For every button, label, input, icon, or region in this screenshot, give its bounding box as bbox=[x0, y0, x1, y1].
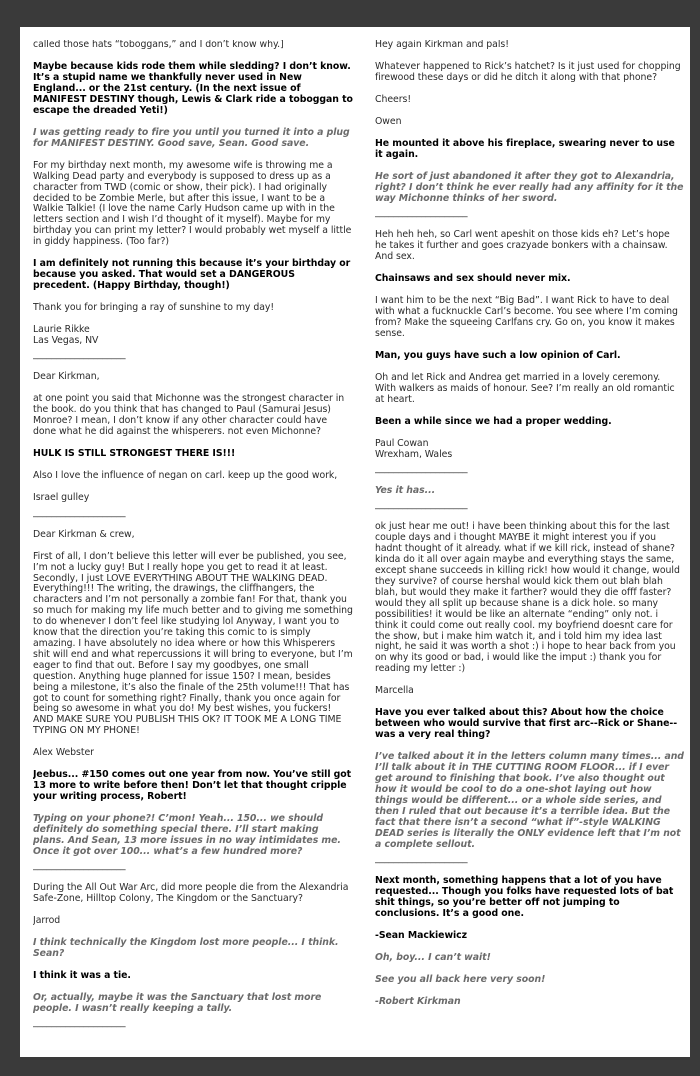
signature-line: Wrexham, Wales bbox=[375, 449, 453, 461]
editor-reply-kirkman: Oh, boy... I can’t wait! bbox=[375, 951, 491, 963]
editor-reply-kirkman: See you all back here very soon! bbox=[375, 973, 546, 985]
letters-page bbox=[20, 27, 690, 1057]
editor-reply-sean: -Sean Mackiewicz bbox=[375, 929, 468, 941]
letter-text: Also I love the influence of negan on carl. keep up the good work, bbox=[33, 470, 338, 482]
letter-text: Whatever happened to Rick’s hatchet? Is it just used for chopping firewood these days or did he ditch it along with that phone? bbox=[375, 61, 681, 83]
letter-text: Dear Kirkman & crew, bbox=[33, 528, 135, 540]
left-column bbox=[33, 40, 353, 1057]
letter-text: For my birthday next month, my awesome wife is throwing me a Walking Dead party and everybody is supposed to dress up as a character from TWD (comic or show, their pick). I had originally decided to be Zombie Merle, but after this issue, I want to be a Walkie Talkie! (I love the name Carly Hudson came up with in the letters section and I wish I’d thought of it myself). Maybe for my birthday you can print my letter? I would probably wet myself a little in giddy happiness. (Too far?) bbox=[33, 159, 352, 248]
letter-text: Alex Webster bbox=[33, 747, 94, 759]
editor-reply-sean: Man, you guys have such a low opinion of Carl. bbox=[375, 350, 621, 362]
letter-text: Owen bbox=[375, 116, 402, 128]
editor-reply-sean: Been a while since we had a proper wedding. bbox=[375, 416, 612, 428]
editor-reply-kirkman: -Robert Kirkman bbox=[375, 995, 461, 1007]
editor-reply-sean: Have you ever talked about this? About how the choice between who would survive that first arc--Rick or Shane--was a very real thing? bbox=[375, 707, 678, 741]
editor-reply-kirkman: Typing on your phone?! C’mon! Yeah... 150... we should definitely do something special there. I’ll start making plans. And Sean, 13 more issues in no way intimidates me. Once it got over 100... what’s a few hundred more? bbox=[33, 813, 341, 858]
separator-rule: ____________________ bbox=[33, 349, 126, 361]
editor-reply-kirkman: Or, actually, maybe it was the Sanctuary that lost more people. I wasn’t really keeping a tally. bbox=[33, 992, 322, 1015]
separator-rule: ____________________ bbox=[375, 463, 468, 475]
letter-text: Jarrod bbox=[33, 915, 61, 927]
letter-text: Hey again Kirkman and pals! bbox=[375, 40, 509, 50]
editor-reply-sean: He mounted it above his fireplace, swearing never to use it again. bbox=[375, 138, 675, 161]
editor-reply-kirkman: I think technically the Kingdom lost more people... I think. Sean? bbox=[33, 937, 339, 960]
editor-reply-sean: Chainsaws and sex should never mix. bbox=[375, 273, 571, 285]
letter-text: Thank you for bringing a ray of sunshine to my day! bbox=[33, 302, 275, 314]
right-column bbox=[375, 40, 684, 1057]
separator-rule: ____________________ bbox=[33, 860, 126, 872]
editor-reply-kirkman: I’ve talked about it in the letters column many times... and I’ll talk about it in THE CUTTING ROOM FLOOR... if I ever get around to finishing that book. I’ve also thought out how it would be cool to do a one-shot laying out how things would be different... or a whole side series, and then I ruled that out because it’s a terrible idea. But the fact that there isn’t a second “what if”-style WALKING DEAD series is literally the ONLY evidence left that I’m not a complete sellout. bbox=[375, 751, 684, 850]
letter-text: Marcella bbox=[375, 685, 414, 697]
separator-rule: ____________________ bbox=[375, 207, 468, 219]
signature-line: Laurie Rikke bbox=[33, 324, 90, 336]
separator-rule: ____________________ bbox=[375, 499, 468, 511]
letter-text: Oh and let Rick and Andrea get married in a lovely ceremony. With walkers as maids of honour. See? I’m really an old romantic at heart. bbox=[375, 372, 675, 405]
separator-rule: ____________________ bbox=[33, 1017, 126, 1029]
signature-line: Israel gulley bbox=[33, 492, 90, 504]
letter-text: Cheers! bbox=[375, 94, 412, 106]
editor-reply-kirkman: I was getting ready to fire you until you turned it into a plug for MANIFEST DESTINY. Good save, Sean. Good save. bbox=[33, 126, 350, 149]
separator-rule: ____________________ bbox=[33, 506, 126, 518]
letter-text: First of all, I don’t believe this letter will ever be published, you see, I’m not a lucky guy! But I really hope you get to read it at least. Secondly, I just LOVE EVERYTHING ABOUT THE WALKING DEAD. Everything!!! The writing, the drawings, the cliffhangers, the characters and I’m not personally a zombie fan! For that, thank you so much for making my life much better and to giving me something to do whenever I don’t feel like studying lol Anyway, I want you to know that the direction you’re taking this comic to is simply amazing. I have absolutely no idea where or how this Whisperers shit will end and what repercussions it will bring to everyone, but I’m eager to find that out. Before I say my goodbyes, one small question. Anything huge planned for issue 150? I mean, besides being a milestone, it’s also the finale of the 25th volume!!! That has got to count for something right? Finally, thank you once again for being so awesome in what you do! My best wishes, you fuckers! AND MAKE SURE YOU PUBLISH THIS OK? IT TOOK ME A LONG TIME TYPING ON MY PHONE! bbox=[33, 550, 353, 737]
editor-reply-sean: Jeebus... #150 comes out one year from now. You’ve still got 13 more to write before then! Don’t let that thought cripple your writing process, Robert! bbox=[33, 769, 352, 803]
letter-signature bbox=[33, 325, 353, 347]
editor-reply-sean: Next month, something happens that a lot of you have requested... Though you folks have requested lots of bat shit things, so you’re better off not jumping to conclusions. It’s a good one. bbox=[375, 874, 674, 919]
letter-text: Heh heh heh, so Carl went apeshit on those kids eh? Let’s hope he takes it further and goes crazyade bonkers with a chainsaw. And sex. bbox=[375, 229, 670, 263]
letter-signature bbox=[33, 493, 353, 504]
editor-reply-kirkman: Yes it has... bbox=[375, 485, 436, 497]
signature-line: Paul Cowan bbox=[375, 438, 429, 450]
signature-line: Las Vegas, NV bbox=[33, 335, 99, 347]
letter-text: Dear Kirkman, bbox=[33, 371, 100, 383]
editor-reply-sean: Maybe because kids rode them while sledding? I don’t know. It’s a stupid name we thankfully never used in New England... or the 21st century. (In the next issue of MANIFEST DESTINY though, Lewis & Clark ride a toboggan to escape the dreaded Yeti!) bbox=[33, 61, 353, 116]
letter-text: I want him to be the next “Big Bad”. I want Rick to have to deal with what a fucknuckle Carl’s become. You see where I’m coming from? Make the squeeing Carlfans cry. Go on, you know it makes sense. bbox=[375, 295, 678, 339]
editor-reply-sean: I think it was a tie. bbox=[33, 970, 131, 982]
editor-reply-kirkman: He sort of just abandoned it after they got to Alexandria, right? I don’t think he ever really had any affinity for it the way Michonne thinks of her sword. bbox=[375, 171, 684, 205]
letter-text: ok just hear me out! i have been thinking about this for the last couple days and i thought MAYBE it might interest you if you hadnt thought of it already. what if we kill rick, instead of shane? kinda do it all over again maybe and everything stays the same, except shane succeeds in killing rick! how would it change, would they survive? of course hershal would kick them out blah blah blah, but would they make it farther? would they die offf faster? would they all split up because shane is a dick hole. so many possibilities! it would be like an alternate “ending” only not. i think it could come out really cool. my boyfriend doesnt care for the show, but i make him watch it, and i told him my idea last night, he said it was worth a shot :) i hope to hear back from you on why its good or bad, i would like the imput :) thank you for reading my letter :) bbox=[375, 521, 680, 675]
separator-rule: ____________________ bbox=[375, 852, 468, 864]
letter-text: at one point you said that Michonne was the strongest character in the book. do you think that has changed to Paul (Samurai Jesus) Monroe? I mean, I don’t know if any other character could have done what he did against the whisperers. not even Michonne? bbox=[33, 393, 345, 438]
letter-signature bbox=[375, 439, 684, 461]
letter-text: called those hats “toboggans,” and I don’t know why.] bbox=[33, 40, 284, 50]
editor-reply-sean: HULK IS STILL STRONGEST THERE IS!!! bbox=[33, 448, 236, 460]
editor-reply-sean: I am definitely not running this because it’s your birthday or because you asked. That would set a DANGEROUS precedent. (Happy Birthday, though!) bbox=[33, 258, 351, 292]
letter-text: During the All Out War Arc, did more people die from the Alexandria Safe-Zone, Hilltop Colony, The Kingdom or the Sanctuary? bbox=[33, 882, 349, 905]
